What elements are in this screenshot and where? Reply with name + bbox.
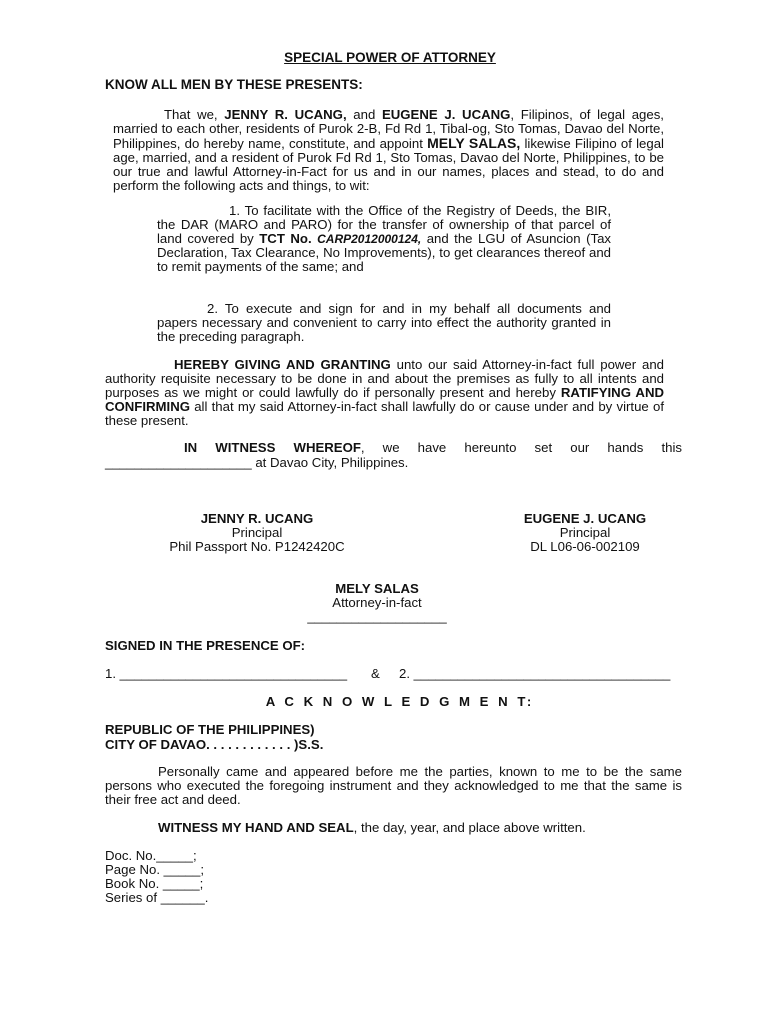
hereby-mid: unto our said Attorney-in-fact full power and authority requisite necessary to be done in and about the premises as fully to all intents and purposes as we might or could lawfully do if personally present and hereby [105,357,664,400]
ratify-text: RATIFYING AND CONFIRMING [105,385,664,414]
city-line: CITY OF DAVAO. . . . . . . . . . . . )S.S. [105,737,324,752]
intro-post: likewise Filipino of legal age, married, and a resident of Purok Fd Rd 1, Sto Tomas, Davao del Norte, Philippines, to be our true and lawful Attorney-in-Fact for us and in our names, places and stead, to do and perform the following acts and things, to wit: [113,136,664,193]
principal-1-signature [147,512,367,554]
intro-and: and [346,107,382,122]
attorney-block-name: MELY SALAS [335,581,419,596]
witness-date-line: ____________________ at Davao City, Philippines. [105,455,409,470]
hereby-post: all that my said Attorney-in-fact shall lawfully do or cause under and by virtue of these present. [105,399,664,428]
principal-1-name: JENNY R. UCANG [200,511,314,526]
witness-ampersand: & [371,666,380,681]
witness-whereof-lead: IN WITNESS WHEREOF [184,440,361,455]
principal-2-role: Principal [559,525,611,540]
hereby-lead: HEREBY GIVING AND GRANTING [174,357,391,372]
hand-seal-line [158,821,586,835]
principal-1-id: Phil Passport No. P1242420C [169,539,345,554]
attorney-name: MELY SALAS, [427,135,521,151]
intro-mid: , Filipinos, of legal ages, married to each other, residents of Purok 2-B, Fd Rd 1, Tibal-og, Sto Tomas, Davao del Norte, Philippines, do hereby name, constitute, and appoint [113,107,664,151]
witness-2-line: 2. ___________________________________ [399,666,671,681]
attorney-signature-line: ___________________ [307,609,447,624]
principal-1-role: Principal [231,525,283,540]
book-no-line: Book No. _____; [105,876,204,891]
notary-entries [105,849,208,905]
principal-2-signature [478,512,692,554]
hereby-paragraph [105,358,664,428]
attorney-signature [300,582,454,624]
tct-label: TCT No. [259,231,312,246]
personally-paragraph: Personally came and appeared before me the parties, known to me to be the same persons who executed the foregoing instrument and they acknowledged to me that the same is their free act and deed. [105,764,682,807]
doc-no-line: Doc. No._____; [105,848,197,863]
principal-name-1: JENNY R. UCANG, [224,107,347,122]
intro-paragraph [113,108,664,193]
principal-2-name: EUGENE J. UCANG [523,511,647,526]
document-title: SPECIAL POWER OF ATTORNEY [284,50,496,65]
attorney-block-role: Attorney-in-fact [332,595,422,610]
series-of-line: Series of ______. [105,890,209,905]
signed-presence-heading: SIGNED IN THE PRESENCE OF: [105,638,306,653]
principal-2-id: DL L06-06-002109 [530,539,640,554]
hand-seal-lead: WITNESS MY HAND AND SEAL [158,820,354,835]
principal-name-2: EUGENE J. UCANG [381,107,511,122]
witness-whereof-post: , we have hereunto set our hands this [360,440,682,455]
item-1-paragraph [157,204,611,274]
hand-seal-post: , the day, year, and place above written. [353,820,586,835]
tct-number: CARP2012000124, [317,232,422,246]
know-all-men-heading: KNOW ALL MEN BY THESE PRESENTS: [105,77,363,92]
witness-1-line: 1. _______________________________ [105,666,348,681]
item-1-post: and the LGU of Asuncion (Tax Declaration, Tax Clearance, No Improvements), to get clearances thereof and to remit payments of the same; and [157,231,612,274]
page-no-line: Page No. _____; [105,862,204,877]
acknowledgment-heading: A C K N O W L E D G M E N T: [265,694,535,709]
intro-pre: That we, [164,107,225,122]
item-2-paragraph: 2. To execute and sign for and in my behalf all documents and papers necessary and convenient to carry into effect the authority granted in the preceding paragraph. [157,301,611,344]
witness-whereof-line [105,441,682,455]
item-1-pre: 1. To facilitate with the Office of the Registry of Deeds, the BIR, the DAR (MARO and PARO) for the transfer of ownership of that parcel of land covered by [157,203,611,246]
republic-line: REPUBLIC OF THE PHILIPPINES) [105,722,315,737]
